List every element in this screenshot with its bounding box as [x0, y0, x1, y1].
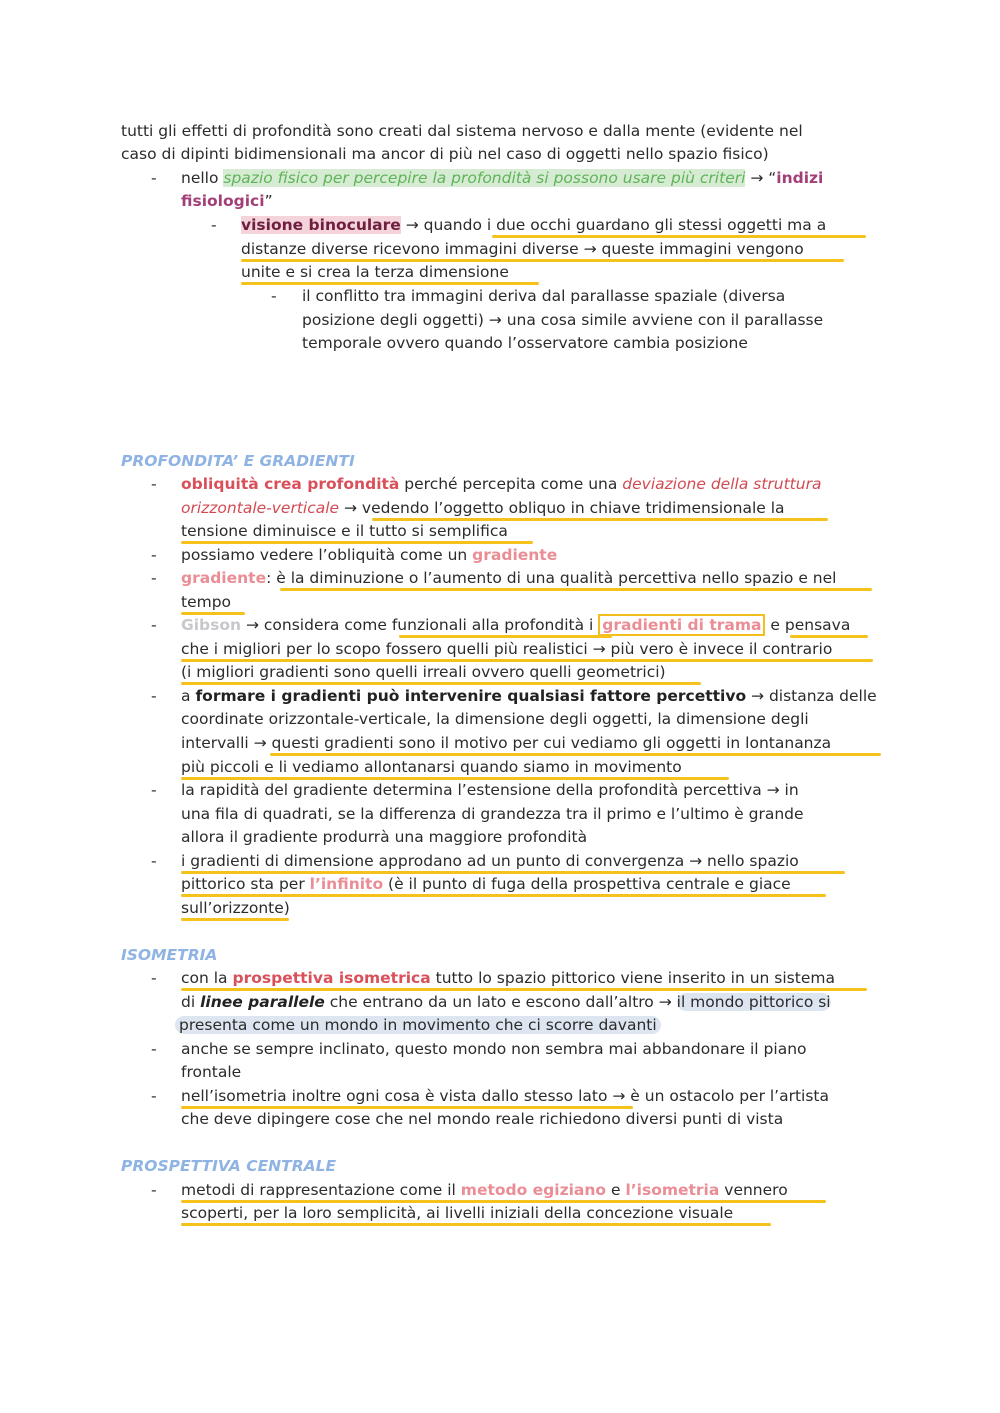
s1-item-7-line-2: [181, 873, 791, 896]
text-run: e pensava: [765, 616, 851, 634]
s3-item-1-line-1: [181, 1179, 788, 1202]
bullet-dash: -: [151, 546, 157, 564]
term-indizi: indizi: [776, 169, 824, 187]
text-run: vennero: [719, 1181, 788, 1199]
bullet-dash: -: [151, 687, 157, 705]
italic-run: deviazione della struttura: [622, 475, 822, 493]
term-infinito: l’infinito: [309, 875, 384, 893]
bullet-dash: -: [151, 781, 157, 799]
s1-item-1-line-1: [181, 473, 821, 496]
s1-item-7-line-1: i gradienti di dimensione approdano ad un punto di convergenza → nello spazio: [181, 852, 799, 870]
highlight-blue: il mondo pittorico si: [676, 993, 831, 1011]
text-run: perché percepita come una: [399, 475, 623, 493]
text-run: di: [181, 993, 201, 1011]
s1-item-3-line-1: [181, 567, 836, 590]
s1-item-7-line-3: sull’orizzonte): [181, 899, 290, 917]
s1-item-4-line-2: che i migliori per lo scopo fossero quelli più realistici → più vero è invece il contrario: [181, 640, 833, 658]
s2-item-2-line-2: frontale: [181, 1063, 242, 1081]
bullet-dash: -: [151, 169, 157, 187]
text-run: → vedendo l’oggetto obliquo in chiave tridimensionale la: [339, 499, 785, 517]
s1-item-5-line-3: intervalli → questi gradienti sono il motivo per cui vediamo gli oggetti in lontananza: [181, 734, 832, 752]
term-isometria: l’isometria: [625, 1181, 720, 1199]
bullet-dash: -: [151, 616, 157, 634]
s2-item-3-line-1: nell’isometria inoltre ogni cosa è vista dallo stesso lato → è un ostacolo per l’artista: [181, 1087, 830, 1105]
bullet-dash: -: [271, 287, 277, 305]
term-prospettiva-isometrica: prospettiva isometrica: [232, 969, 431, 987]
s2-item-1-line-1: [181, 967, 835, 990]
term-fisiologici: fisiologici: [181, 192, 265, 210]
s1-item-5-line-2: coordinate orizzontale-verticale, la dimensione degli oggetti, la dimensione degli: [181, 710, 809, 728]
s1-item-1-line-3: tensione diminuisce e il tutto si semplifica: [181, 522, 508, 540]
intro-bullet-2-line-3: unite e si crea la terza dimensione: [241, 263, 509, 281]
intro-bullet-2-line-1: [241, 214, 826, 237]
intro-bullet-3-line-1: il conflitto tra immagini deriva dal parallasse spaziale (diversa: [302, 287, 786, 305]
text-run: pittorico sta per: [181, 875, 310, 893]
bullet-dash: -: [151, 1087, 157, 1105]
bold-run: formare i gradienti può intervenire qualsiasi fattore percettivo: [195, 687, 747, 705]
text-run: → considera come funzionali alla profondità i: [241, 616, 599, 634]
s2-item-2-line-1: anche se sempre inclinato, questo mondo non sembra mai abbandonare il piano: [181, 1040, 807, 1058]
intro-line-1: tutti gli effetti di profondità sono creati dal sistema nervoso e dalla mente (evidente nel: [121, 122, 803, 140]
text-run: → “: [745, 169, 777, 187]
s1-item-4-line-1: [181, 614, 850, 637]
heading-isometria: ISOMETRIA: [121, 946, 218, 964]
text-run: possiamo vedere l’obliquità come un: [181, 546, 473, 564]
s1-item-1-line-2: [181, 497, 785, 520]
s1-item-5-line-1: [181, 685, 877, 708]
s3-item-1-line-2: scoperti, per la loro semplicità, ai livelli iniziali della concezione visuale: [181, 1204, 734, 1222]
text-run: con la: [181, 969, 233, 987]
text-run: e: [606, 1181, 626, 1199]
s1-item-5-line-4: più piccoli e li vediamo allontanarsi quando siamo in movimento: [181, 758, 682, 776]
s1-item-2: [181, 544, 557, 567]
s2-item-3-line-2: che deve dipingere cose che nel mondo reale richiedono diversi punti di vista: [181, 1110, 784, 1128]
s2-item-1-line-3: [181, 1014, 661, 1037]
text-run: a: [181, 687, 196, 705]
text-run: → quando i due occhi guardano gli stessi oggetti ma a: [400, 216, 827, 234]
s1-item-6-line-2: una fila di quadrati, se la differenza di grandezza tra il primo e l’ultimo è grande: [181, 805, 804, 823]
bullet-dash: -: [151, 969, 157, 987]
bullet-dash: -: [211, 216, 217, 234]
bullet-dash: -: [151, 1181, 157, 1199]
s1-item-6-line-1: la rapidità del gradiente determina l’estensione della profondità percettiva → in: [181, 781, 799, 799]
intro-bullet-1-line-2: [181, 190, 273, 213]
term-gibson: Gibson: [181, 616, 242, 634]
text-run: ”: [264, 192, 273, 210]
highlight-green: spazio fisico per percepire la profondità si possono usare più criteri: [223, 169, 746, 187]
highlight-blue: presenta come un mondo in movimento che ci scorre davanti: [175, 1016, 661, 1034]
bullet-dash: -: [151, 475, 157, 493]
text-run: tutto lo spazio pittorico viene inserito in un sistema: [430, 969, 835, 987]
term-gradiente: gradiente: [472, 546, 558, 564]
intro-bullet-3-line-3: temporale ovvero quando l’osservatore cambia posizione: [302, 334, 748, 352]
bullet-dash: -: [151, 569, 157, 587]
term-metodo-egiziano: metodo egiziano: [460, 1181, 607, 1199]
text-run: → distanza delle: [746, 687, 877, 705]
underline-mark: [181, 918, 289, 921]
text-run: metodi di rappresentazione come il: [181, 1181, 461, 1199]
heading-prospettiva-centrale: PROSPETTIVA CENTRALE: [121, 1157, 337, 1175]
intro-line-2: caso di dipinti bidimensionali ma ancor di più nel caso di oggetti nello spazio fisico): [121, 145, 769, 163]
intro-bullet-1-line-1: [181, 167, 823, 190]
text-run: : è la diminuzione o l’aumento di una qualità percettiva nello spazio e nel: [266, 569, 837, 587]
term-gradiente: gradiente: [181, 569, 267, 587]
s2-item-1-line-2: [181, 991, 831, 1014]
intro-bullet-2-line-2: distanze diverse ricevono immagini diverse → queste immagini vengono: [241, 240, 804, 258]
term-gradienti-di-trama: gradienti di trama: [598, 614, 765, 636]
text-run: (è il punto di fuga della prospettiva centrale e giace: [383, 875, 791, 893]
text-run: che entrano da un lato e escono dall’altro →: [324, 993, 677, 1011]
underline-mark: [280, 588, 872, 591]
bullet-dash: -: [151, 1040, 157, 1058]
bold-italic-run: linee parallele: [200, 993, 325, 1011]
s1-item-4-line-3: (i migliori gradienti sono quelli irreali ovvero quelli geometrici): [181, 663, 666, 681]
heading-profondita-gradienti: PROFONDITA’ E GRADIENTI: [121, 452, 355, 470]
text-run: nello: [181, 169, 224, 187]
s1-item-3-line-2: tempo: [181, 593, 232, 611]
intro-bullet-3-line-2: posizione degli oggetti) → una cosa simile avviene con il parallasse: [302, 311, 824, 329]
s1-item-6-line-3: allora il gradiente produrrà una maggiore profondità: [181, 828, 588, 846]
underline-mark: [181, 1223, 771, 1226]
term-visione-binoculare: visione binoculare: [241, 216, 401, 234]
term-obliquita: obliquità crea profondità: [181, 475, 400, 493]
italic-run: orizzontale-verticale: [181, 499, 340, 517]
bullet-dash: -: [151, 852, 157, 870]
